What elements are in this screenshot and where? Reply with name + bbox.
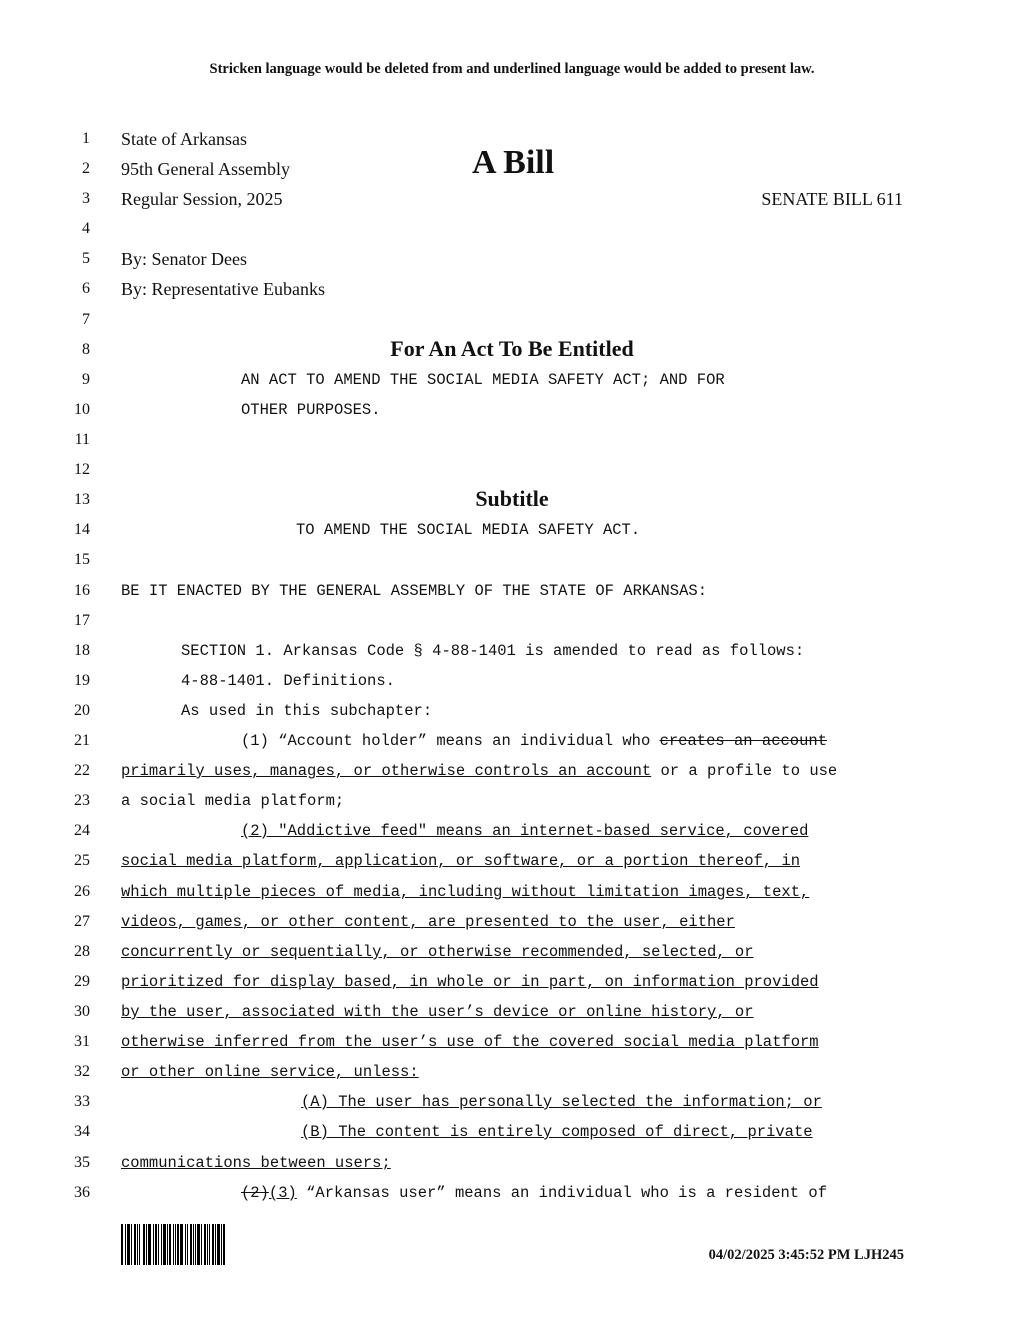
line-number: 10 [74, 401, 90, 418]
line-number: 4 [82, 220, 90, 237]
subtitle-heading: Subtitle [475, 486, 549, 511]
line-number: 15 [74, 551, 90, 568]
underlined-line: (B) The content is entirely composed of direct, private [301, 1123, 813, 1141]
print-timestamp: 04/02/2025 3:45:52 PM LJH245 [708, 1247, 904, 1263]
line-number: 11 [74, 431, 90, 448]
line-number: 13 [74, 491, 90, 508]
line-number: 7 [82, 311, 90, 328]
line-number: 24 [74, 822, 90, 839]
body-line [241, 731, 827, 751]
line-number: 22 [74, 762, 90, 779]
underlined-line: (A) The user has personally selected the information; or [301, 1093, 822, 1111]
sponsor-senator: By: Senator Dees [121, 249, 247, 269]
body-line [121, 761, 837, 781]
line-number: 8 [82, 341, 90, 358]
stricken-text: creates an account [659, 732, 828, 750]
line-number: 14 [74, 521, 90, 538]
line-number: 3 [82, 190, 90, 207]
line-number: 25 [74, 852, 90, 869]
state-name: State of Arkansas [121, 129, 247, 149]
barcode [121, 1224, 249, 1265]
act-title-line: AN ACT TO AMEND THE SOCIAL MEDIA SAFETY ACT; AND FOR [241, 371, 725, 389]
stricken-text: (2) [241, 1184, 269, 1202]
code-section-title: 4-88-1401. Definitions. [181, 672, 395, 690]
underlined-line: social media platform, application, or software, or a portion thereof, in [121, 852, 801, 870]
line-number: 30 [74, 1003, 90, 1020]
underlined-text: (3) [268, 1184, 297, 1202]
line-number: 16 [74, 582, 90, 599]
body-text: (1) “Account holder” means an individual who [241, 732, 660, 750]
section-heading: SECTION 1. Arkansas Code § 4-88-1401 is amended to read as follows: [181, 642, 805, 660]
line-number: 1 [82, 130, 90, 147]
line-number: 18 [74, 642, 90, 659]
strike-underline-notice: Stricken language would be deleted from and underlined language would be added to present law. [209, 61, 815, 77]
act-heading: For An Act To Be Entitled [390, 336, 634, 361]
general-assembly: 95th General Assembly [121, 159, 290, 179]
subtitle-text: TO AMEND THE SOCIAL MEDIA SAFETY ACT. [296, 521, 641, 539]
line-number: 19 [74, 672, 90, 689]
body-line [241, 1183, 827, 1203]
line-number: 33 [74, 1093, 90, 1110]
bill-number: SENATE BILL 611 [761, 189, 903, 209]
line-number: 6 [82, 280, 90, 297]
underlined-text: primarily uses, manages, or otherwise controls an account [121, 762, 652, 780]
line-number: 9 [82, 371, 90, 388]
underlined-line: prioritized for display based, in whole or in part, on information provided [121, 973, 819, 991]
underlined-line: otherwise inferred from the user’s use of the covered social media platform [121, 1033, 819, 1051]
body-text: or a profile to use [651, 762, 838, 780]
sponsor-representative: By: Representative Eubanks [121, 279, 325, 299]
underlined-line: videos, games, or other content, are presented to the user, either [121, 913, 735, 931]
underlined-line: which multiple pieces of media, including without limitation images, text, [121, 883, 810, 901]
line-number: 20 [74, 702, 90, 719]
line-number: 31 [74, 1033, 90, 1050]
document-type-title: A Bill [472, 144, 555, 181]
line-number: 32 [74, 1063, 90, 1080]
body-line: As used in this subchapter: [181, 702, 433, 720]
body-text: “Arkansas user” means an individual who is a resident of [296, 1184, 827, 1202]
line-number: 28 [74, 943, 90, 960]
line-number: 26 [74, 883, 90, 900]
line-number: 2 [82, 160, 90, 177]
body-line: a social media platform; [121, 792, 345, 810]
line-number: 34 [74, 1123, 90, 1140]
line-number: 36 [74, 1184, 90, 1201]
line-number: 5 [82, 250, 90, 267]
underlined-line: by the user, associated with the user’s device or online history, or [121, 1003, 754, 1021]
line-number: 35 [74, 1154, 90, 1171]
session-name: Regular Session, 2025 [121, 189, 283, 209]
underlined-line: or other online service, unless: [121, 1063, 419, 1081]
line-number: 29 [74, 973, 90, 990]
enacting-clause: BE IT ENACTED BY THE GENERAL ASSEMBLY OF THE STATE OF ARKANSAS: [121, 582, 707, 600]
line-number: 21 [74, 732, 90, 749]
underlined-line: (2) "Addictive feed" means an internet-based service, covered [241, 822, 809, 840]
line-number: 12 [74, 461, 90, 478]
line-number: 23 [74, 792, 90, 809]
line-number: 27 [74, 913, 90, 930]
underlined-line: concurrently or sequentially, or otherwise recommended, selected, or [121, 943, 754, 961]
act-title-line: OTHER PURPOSES. [241, 401, 381, 419]
line-number: 17 [74, 612, 90, 629]
underlined-line: communications between users; [121, 1154, 391, 1172]
